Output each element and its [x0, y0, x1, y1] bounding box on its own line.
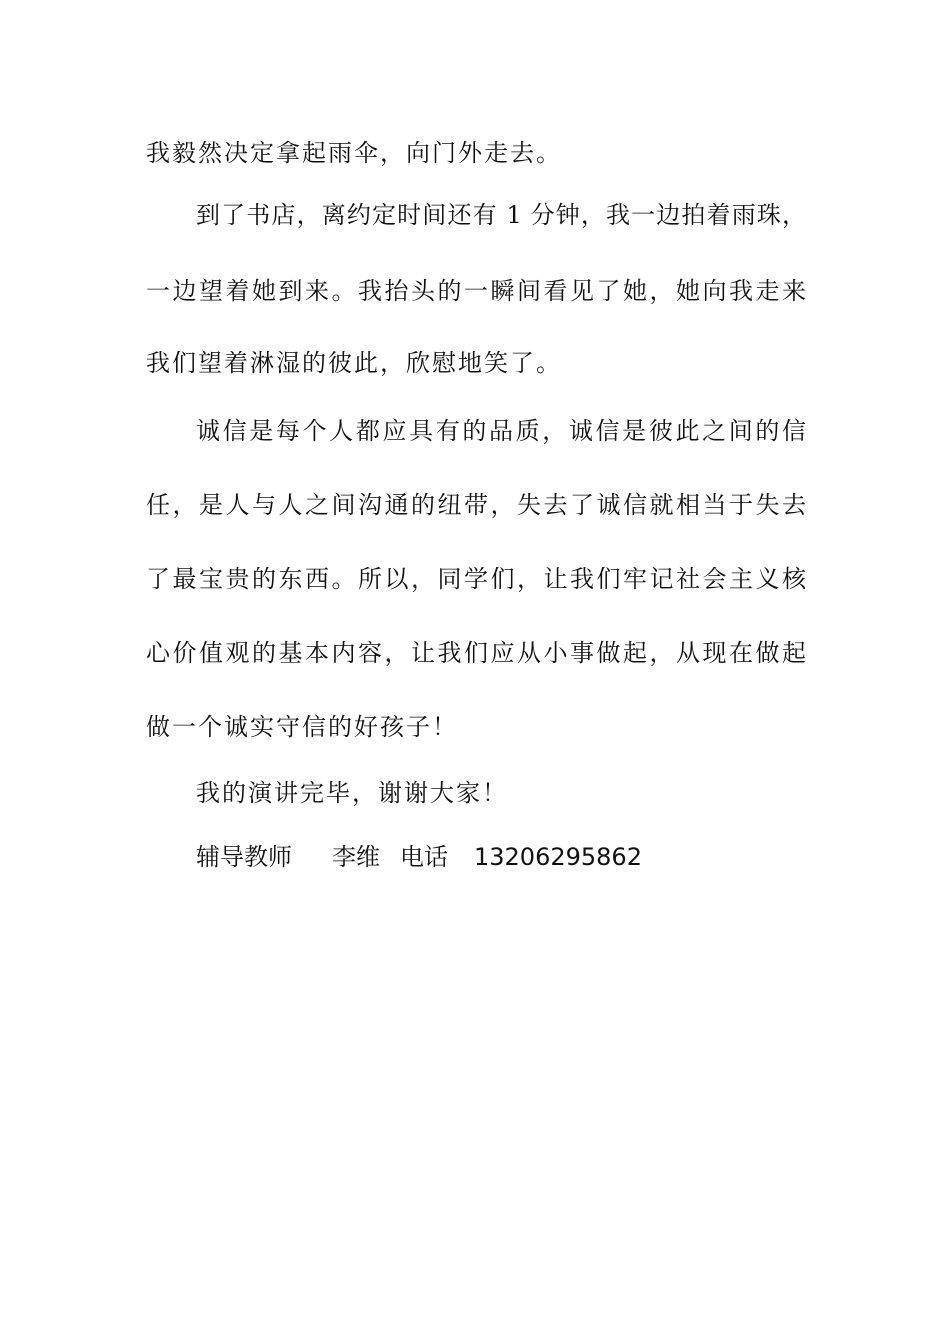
paragraph-3-line-3: 了最宝贵的东西。所以，同学们，让我们牢记社会主义核	[146, 565, 806, 593]
paragraph-3-line-5: 做一个诚实守信的好孩子！	[146, 713, 458, 741]
paragraph-3-line-2: 任，是人与人之间沟通的纽带，失去了诚信就相当于失去	[146, 491, 806, 519]
paragraph-1-line-1: 我毅然决定拿起雨伞，向门外走去。	[146, 139, 562, 167]
signature-phone-label: 电话	[400, 843, 448, 871]
paragraph-2-line-2: 一边望着她到来。我抬头的一瞬间看见了她，她向我走来	[146, 277, 806, 305]
paragraph-3-line-1: 诚信是每个人都应具有的品质，诚信是彼此之间的信	[196, 417, 806, 445]
paragraph-4-line-1: 我的演讲完毕，谢谢大家！	[196, 779, 508, 807]
signature-line	[196, 840, 642, 874]
paragraph-2-line-3: 我们望着淋湿的彼此，欣慰地笑了。	[146, 349, 562, 377]
paragraph-2-line-1: 到了书店，离约定时间还有 1 分钟，我一边拍着雨珠，	[196, 201, 806, 229]
signature-role: 辅导教师	[196, 843, 292, 871]
signature-phone: 13206295862	[474, 843, 642, 871]
signature-name: 李维	[332, 843, 380, 871]
paragraph-3-line-4: 心价值观的基本内容，让我们应从小事做起，从现在做起	[146, 639, 806, 667]
